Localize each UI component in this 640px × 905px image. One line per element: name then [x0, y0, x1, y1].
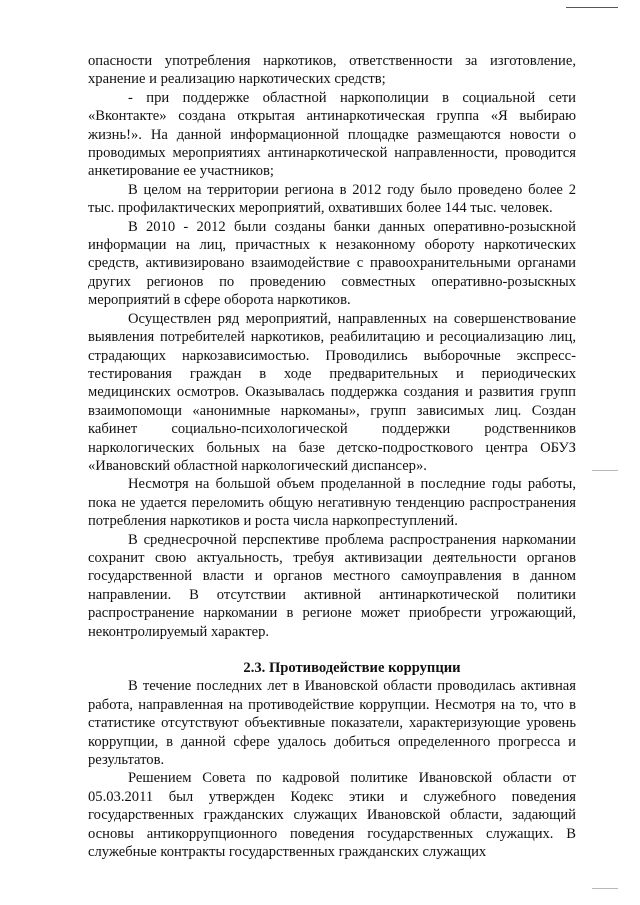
paragraph-anticorruption-work: В течение последних лет в Ивановской области проводилась активная работа, направленная на противодействие коррупции. Несмотря на то, что в статистике отсутствуют объективные показатели, характеризующие уровень коррупции, в данной сфере удалось добиться определенного прогресса и результатов. [88, 678, 576, 769]
paragraph-negative-trend: Несмотря на большой объем проделанной в последние годы работы, пока не удается переломить общую негативную тенденцию распространения потребления наркотиков и роста числа наркопреступлений. [88, 476, 576, 530]
paragraph-outlook: В среднесрочной перспективе проблема распространения наркомании сохранит свою актуальность, требуя активизации деятельности органов государственной власти и органов местного самоуправления в данном направлении. В отсутствии активной антинаркотической политики распространение наркомании в регионе может приобрести угрожающий, неконтролируемый характер. [88, 531, 576, 640]
paragraph-vkontakte-group: - при поддержке областной наркополиции в социальной сети «Вконтакте» создана открытая антинаркотическая группа «Я выбираю жизнь!». На данной информационной площадке размещаются новости о проводимых мероприятиях антинаркотической направленности, проводится анкетирование ее участников; [88, 89, 576, 180]
scan-artifact-line [592, 470, 618, 471]
document-page [88, 52, 576, 861]
paragraph-ethics-code: Решением Совета по кадровой политике Ивановской области от 05.03.2011 был утвержден Кодекс этики и служебного поведения государственных гражданских служащих Ивановской области, задающий основы антикоррупционного поведения государственных служащих. В служебные контракты государственных гражданских служащих [88, 770, 576, 861]
paragraph-databases: В 2010 - 2012 были созданы банки данных оперативно-розыскной информации на лиц, причастных к незаконному обороту наркотических средств, активизировано взаимодействие с правоохранительными органами других регионов по проведению совместных оперативно-розыскных мероприятий в сфере оборота наркотиков. [88, 218, 576, 309]
paragraph-continuation: опасности употребления наркотиков, ответственности за изготовление, хранение и реализацию наркотических средств; [88, 53, 576, 88]
paragraph-rehabilitation: Осуществлен ряд мероприятий, направленных на совершенствование выявления потребителей наркотиков, реабилитацию и ресоциализацию лиц, страдающих наркозависимостью. Проводились выборочные экспресс-тестирования граждан в ходе предварительных и периодических медицинских осмотров. Оказывалась поддержка создания и развития групп взаимопомощи «анонимные наркоманы», групп зависимых лиц. Создан кабинет социально-психологической поддержки родственников наркологических больных на базе детско-подросткового центра ОБУЗ «Ивановский областной наркологический диспансер». [88, 310, 576, 474]
scan-artifact-line [566, 7, 618, 8]
paragraph-prevention-events: В целом на территории региона в 2012 году было проведено более 2 тыс. профилактических мероприятий, охвативших более 144 тыс. человек. [88, 181, 576, 217]
scan-artifact-line [592, 888, 618, 889]
section-heading: 2.3. Противодействие коррупции [243, 660, 461, 676]
